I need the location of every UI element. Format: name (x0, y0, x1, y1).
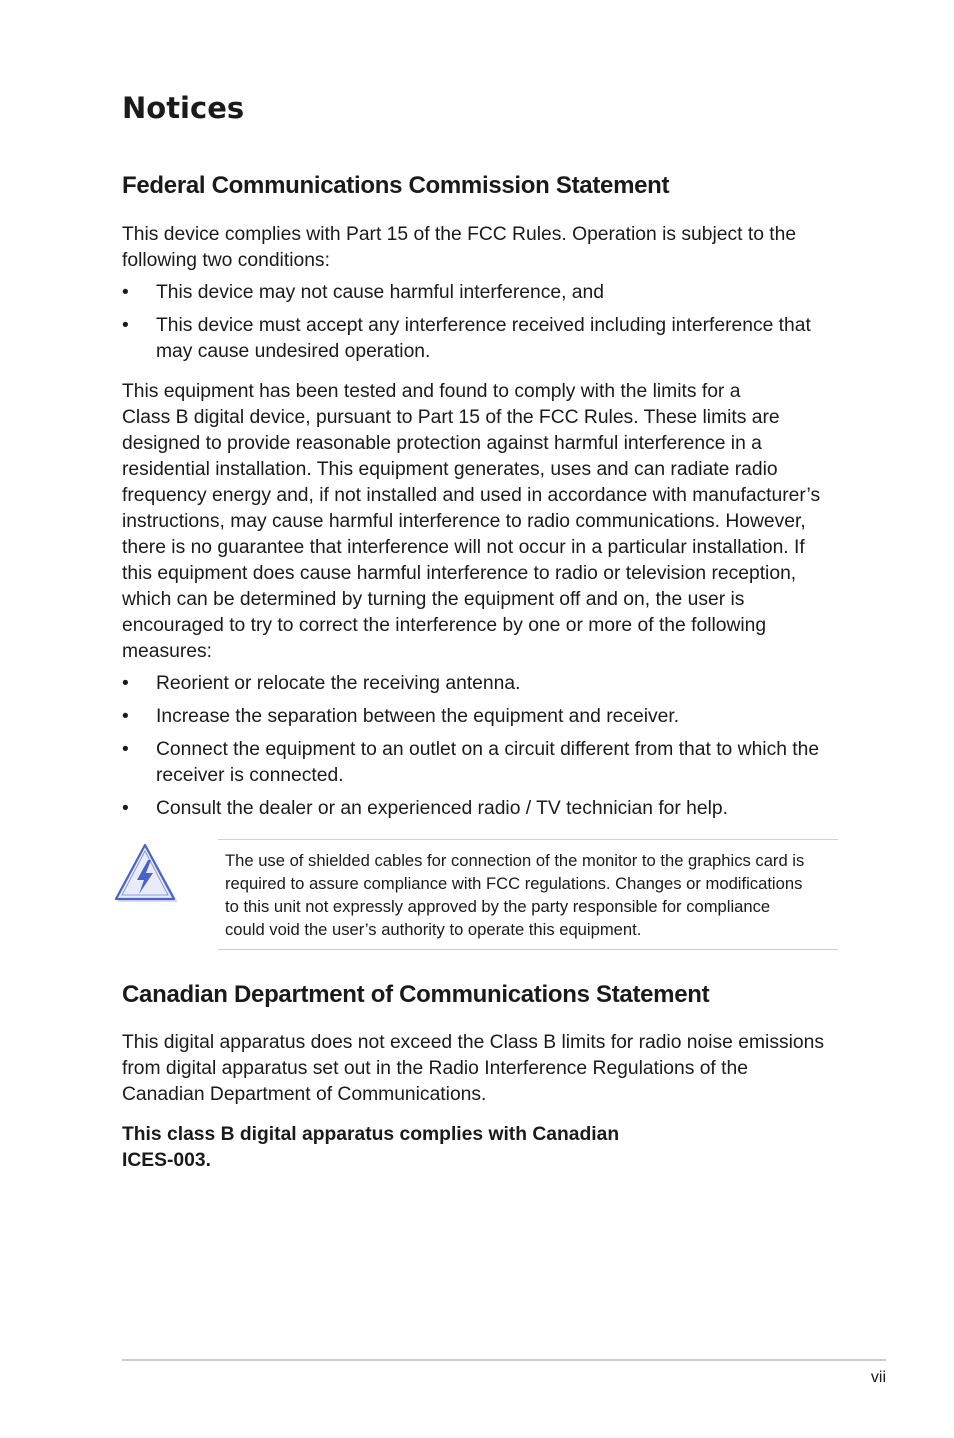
warning-triangle-lightning-icon (112, 842, 178, 904)
note-line: required to assure compliance with FCC regulations. Changes or modifications (225, 874, 803, 893)
list-item-text: Connect the equipment to an outlet on a circuit different from that to which the (156, 739, 820, 760)
note-text (225, 849, 837, 941)
list-item (122, 796, 842, 822)
fcc-body-line: Class B digital device, pursuant to Part 15 of the FCC Rules. These limits are (122, 407, 780, 428)
canada-body (122, 1030, 842, 1108)
canada-body-line: This digital apparatus does not exceed the Class B limits for radio noise emissions (122, 1032, 824, 1053)
fcc-intro-line: following two conditions: (122, 250, 330, 271)
fcc-body (122, 379, 842, 665)
fcc-body-line: measures: (122, 641, 213, 662)
bullet-marker: • (122, 739, 129, 760)
page-title: Notices (122, 91, 245, 125)
fcc-body-line: designed to provide reasonable protection against harmful interference in a (122, 433, 762, 454)
list-item (122, 280, 842, 306)
list-item-text: This device must accept any interference received including interference that (156, 315, 811, 336)
list-item (122, 704, 842, 730)
bullet-marker: • (122, 282, 129, 303)
fcc-conditions-list (122, 280, 842, 372)
fcc-body-line: this equipment does cause harmful interference to radio or television reception, (122, 563, 797, 584)
note-line: The use of shielded cables for connection of the monitor to the graphics card is (225, 851, 805, 870)
page-number: vii (870, 1369, 886, 1386)
fcc-body-line: frequency energy and, if not installed and used in accordance with manufacturer’s (122, 485, 821, 506)
fcc-heading: Federal Communications Commission Statement (122, 172, 670, 199)
fcc-body-line: instructions, may cause harmful interference to radio communications. However, (122, 511, 806, 532)
list-item-text: Increase the separation between the equipment and receiver. (156, 706, 680, 727)
fcc-body-line: residential installation. This equipment generates, uses and can radiate radio (122, 459, 778, 480)
fcc-body-line: This equipment has been tested and found to comply with the limits for a (122, 381, 741, 402)
list-item-text: Consult the dealer or an experienced radio / TV technician for help. (156, 798, 728, 819)
list-item (122, 313, 842, 365)
note-line: could void the user’s authority to operate this equipment. (225, 920, 642, 939)
canada-heading: Canadian Department of Communications Statement (122, 981, 710, 1008)
footer-divider (122, 1359, 886, 1361)
note-box (218, 839, 838, 950)
canada-compliance (122, 1122, 619, 1174)
fcc-body-line: encouraged to try to correct the interference by one or more of the following (122, 615, 767, 636)
canada-body-line: Canadian Department of Communications. (122, 1084, 487, 1105)
fcc-intro-line: This device complies with Part 15 of the FCC Rules. Operation is subject to the (122, 224, 797, 245)
bullet-marker: • (122, 673, 129, 694)
list-item-text: receiver is connected. (156, 765, 344, 786)
fcc-body-line: which can be determined by turning the equipment off and on, the user is (122, 589, 745, 610)
fcc-body-line: there is no guarantee that interference will not occur in a particular installation. If (122, 537, 805, 558)
list-item (122, 671, 842, 697)
list-item-text: Reorient or relocate the receiving antenna. (156, 673, 521, 694)
list-item (122, 737, 842, 789)
bullet-marker: • (122, 706, 129, 727)
list-item-text: may cause undesired operation. (156, 341, 431, 362)
canada-body-line: from digital apparatus set out in the Radio Interference Regulations of the (122, 1058, 748, 1079)
fcc-intro (122, 222, 842, 274)
fcc-measures-list (122, 671, 842, 829)
canada-compliance-line: This class B digital apparatus complies with Canadian (122, 1124, 620, 1145)
list-item-text: This device may not cause harmful interference, and (156, 282, 604, 303)
bullet-marker: • (122, 315, 129, 336)
canada-compliance-line: ICES-003. (122, 1150, 211, 1171)
note-line: to this unit not expressly approved by the party responsible for compliance (225, 897, 771, 916)
bullet-marker: • (122, 798, 129, 819)
